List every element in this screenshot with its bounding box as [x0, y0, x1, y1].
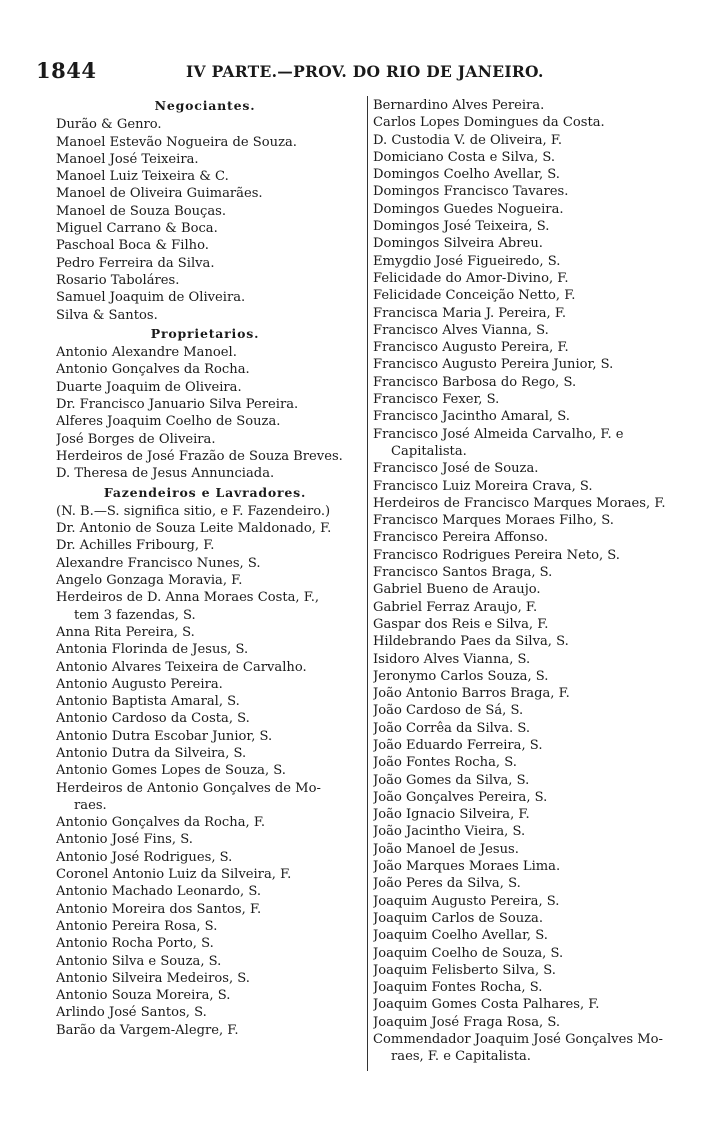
- list-item: João Corrêa da Silva. S.: [373, 720, 531, 736]
- list-item: Felicidade do Amor-Divino, F.: [373, 270, 569, 286]
- list-item: Dr. Francisco Januario Silva Pereira.: [56, 397, 299, 413]
- list-item: Joaquim José Fraga Rosa, S.: [373, 1014, 561, 1030]
- list-item: Francisco Jacintho Amaral, S.: [373, 409, 570, 425]
- list-item: Antonio Alvares Teixeira de Carvalho.: [56, 659, 307, 675]
- list-item: João Peres da Silva, S.: [373, 876, 521, 892]
- list-item: Manoel José Teixeira.: [56, 151, 199, 167]
- section-heading-proprietarios: Proprietarios.: [150, 325, 260, 341]
- list-item: Isidoro Alves Vianna, S.: [373, 651, 531, 667]
- list-item: Francisco José de Souza.: [373, 461, 539, 477]
- section-heading-negociantes: Negociantes.: [154, 98, 256, 113]
- list-item: Pedro Ferreira da Silva.: [56, 255, 215, 271]
- list-item: Antonio Pereira Rosa, S.: [56, 918, 218, 934]
- right-column: [373, 97, 689, 1066]
- list-item: Francisco José Almeida Carvalho, F. e: [373, 426, 624, 442]
- list-item: Antonio Souza Moreira, S.: [56, 988, 231, 1004]
- list-item: Antonio Gomes Lopes de Souza, S.: [56, 763, 286, 779]
- list-item: Antonio José Rodrigues, S.: [56, 849, 233, 865]
- list-item: João Fontes Rocha, S.: [373, 755, 517, 771]
- list-item: tem 3 fazendas, S.: [74, 607, 196, 623]
- left-column: [56, 97, 364, 1039]
- list-item: Alferes Joaquim Coelho de Souza.: [56, 414, 281, 430]
- list-item: Francisco Fexer, S.: [373, 392, 500, 408]
- list-item: Francisco Pereira Affonso.: [373, 530, 548, 546]
- list-item: José Borges de Oliveira.: [56, 431, 216, 447]
- list-item: Herdeiros de Antonio Gonçalves de Mo-: [56, 780, 321, 796]
- list-item: Antonio Rocha Porto, S.: [56, 936, 214, 952]
- list-item: Dr. Achilles Fribourg, F.: [56, 538, 215, 554]
- list-item: Paschoal Boca & Filho.: [56, 238, 209, 254]
- list-item: Angelo Gonzaga Moravia, F.: [56, 573, 243, 589]
- list-item: Manoel Luiz Teixeira & C.: [56, 169, 229, 185]
- list-item: Antonio Moreira dos Santos, F.: [56, 901, 262, 917]
- list-item: João Ignacio Silveira, F.: [373, 807, 530, 823]
- list-item: Samuel Joaquim de Oliveira.: [56, 290, 246, 306]
- list-item: Domingos Coelho Avellar, S.: [373, 167, 560, 183]
- list-item: Francisco Augusto Pereira Junior, S.: [373, 357, 614, 373]
- list-item: Antonio Alexandre Manoel.: [56, 345, 237, 361]
- page-header: [36, 58, 696, 84]
- list-item: Antonio Silva e Souza, S.: [56, 953, 222, 969]
- list-item: Joaquim Carlos de Souza.: [373, 910, 544, 926]
- column-divider: [367, 96, 368, 1071]
- list-item: Hildebrando Paes da Silva, S.: [373, 634, 569, 650]
- list-item: Emygdio José Figueiredo, S.: [373, 253, 561, 269]
- list-item: Durão & Genro.: [56, 117, 162, 133]
- list-item: Gabriel Bueno de Araujo.: [373, 582, 541, 598]
- list-item: Coronel Antonio Luiz da Silveira, F.: [56, 867, 292, 883]
- list-item: Anna Rita Pereira, S.: [56, 624, 195, 640]
- list-item: raes, F. e Capitalista.: [391, 1049, 531, 1065]
- list-item: Antonio Gonçalves da Rocha, F.: [56, 815, 266, 831]
- list-item: Antonio Dutra Escobar Junior, S.: [56, 728, 273, 744]
- list-item: D. Custodia V. de Oliveira, F.: [373, 132, 563, 148]
- list-item: Antonio José Fins, S.: [56, 832, 193, 848]
- list-item: João Manoel de Jesus.: [373, 841, 519, 857]
- page-number: 1844: [36, 58, 97, 83]
- list-item: Domiciano Costa e Silva, S.: [373, 149, 556, 165]
- list-item: Domingos José Teixeira, S.: [373, 219, 550, 235]
- list-item: Herdeiros de D. Anna Moraes Costa, F.,: [56, 590, 320, 606]
- list-item: João Jacintho Vieira, S.: [373, 824, 526, 840]
- list-item: Commendador Joaquim José Gonçalves Mo-: [373, 1032, 663, 1048]
- list-item: Joaquim Augusto Pereira, S.: [373, 893, 560, 909]
- list-item: Antonio Augusto Pereira.: [56, 676, 223, 692]
- running-head: IV PARTE.—PROV. DO RIO DE JANEIRO.: [186, 62, 544, 81]
- section-heading-fazendeiros: Fazendeiros e Lavradores.: [103, 484, 307, 500]
- list-item: Jeronymo Carlos Souza, S.: [373, 668, 549, 684]
- list-item: Duarte Joaquim de Oliveira.: [56, 379, 242, 395]
- negociantes-list: [56, 116, 364, 324]
- list-item: Manoel de Oliveira Guimarães.: [56, 186, 263, 202]
- list-item: Antonio Cardoso da Costa, S.: [56, 711, 250, 727]
- list-item: João Gomes da Silva, S.: [373, 772, 530, 788]
- list-item: João Marques Moraes Lima.: [373, 859, 561, 875]
- fazendeiros-list: [56, 503, 364, 1039]
- list-item: Francisco Alves Vianna, S.: [373, 322, 549, 338]
- list-item: Silva & Santos.: [56, 307, 158, 323]
- proprietarios-list: [56, 344, 364, 482]
- list-item: Manoel de Souza Bouças.: [56, 203, 227, 219]
- list-item: Antonio Baptista Amaral, S.: [56, 694, 240, 710]
- list-item: Francisco Marques Moraes Filho, S.: [373, 513, 614, 529]
- list-item: Domingos Francisco Tavares.: [373, 184, 569, 200]
- list-item: Bernardino Alves Pereira.: [373, 98, 545, 113]
- list-item: Antonio Machado Leonardo, S.: [56, 884, 261, 900]
- list-item: João Cardoso de Sá, S.: [373, 703, 524, 719]
- list-item: João Antonio Barros Braga, F.: [373, 686, 570, 702]
- list-item: Joaquim Coelho Avellar, S.: [373, 928, 548, 944]
- list-item: Joaquim Gomes Costa Palhares, F.: [373, 997, 600, 1013]
- list-item: Francisco Rodrigues Pereira Neto, S.: [373, 547, 620, 563]
- list-item: Carlos Lopes Domingues da Costa.: [373, 115, 605, 131]
- list-item: Barão da Vargem-Alegre, F.: [56, 1022, 239, 1038]
- list-item: Miguel Carrano & Boca.: [56, 221, 218, 237]
- list-item: Antonio Silveira Medeiros, S.: [56, 970, 250, 986]
- list-item: Felicidade Conceição Netto, F.: [373, 288, 576, 304]
- list-item: Domingos Guedes Nogueira.: [373, 201, 564, 217]
- list-item: Gaspar dos Reis e Silva, F.: [373, 616, 549, 632]
- list-item: Arlindo José Santos, S.: [56, 1005, 207, 1021]
- list-item: Alexandre Francisco Nunes, S.: [56, 555, 261, 571]
- list-item: Joaquim Coelho de Souza, S.: [373, 945, 564, 961]
- list-item: Rosario Taboláres.: [56, 272, 180, 288]
- list-item: Francisco Luiz Moreira Crava, S.: [373, 478, 593, 494]
- list-item: raes.: [74, 797, 107, 813]
- list-item: João Eduardo Ferreira, S.: [373, 737, 543, 753]
- list-item: (N. B.—S. significa sitio, e F. Fazendeiro.): [56, 503, 331, 519]
- list-item: Antonio Dutra da Silveira, S.: [56, 745, 247, 761]
- list-item: Domingos Silveira Abreu.: [373, 236, 543, 252]
- list-item: Manoel Estevão Nogueira de Souza.: [56, 134, 297, 150]
- list-item: Francisco Barbosa do Rego, S.: [373, 374, 577, 390]
- list-item: Gabriel Ferraz Araujo, F.: [373, 599, 538, 615]
- list-item: Dr. Antonio de Souza Leite Maldonado, F.: [56, 521, 332, 537]
- list-item: João Gonçalves Pereira, S.: [373, 789, 548, 805]
- list-item: Antonio Gonçalves da Rocha.: [56, 362, 250, 378]
- list-item: Francisco Santos Braga, S.: [373, 565, 553, 581]
- list-item: Antonia Florinda de Jesus, S.: [56, 642, 249, 658]
- list-item: Francisca Maria J. Pereira, F.: [373, 305, 567, 321]
- list-item: Herdeiros de Francisco Marques Moraes, F.: [373, 495, 666, 511]
- list-item: Joaquim Felisberto Silva, S.: [373, 962, 556, 978]
- list-item: D. Theresa de Jesus Annunciada.: [56, 466, 275, 482]
- right-column-list: [373, 97, 689, 1066]
- list-item: Joaquim Fontes Rocha, S.: [373, 980, 543, 996]
- list-item: Herdeiros de José Frazão de Souza Breves.: [56, 448, 343, 464]
- list-item: Capitalista.: [391, 443, 467, 459]
- list-item: Francisco Augusto Pereira, F.: [373, 340, 569, 356]
